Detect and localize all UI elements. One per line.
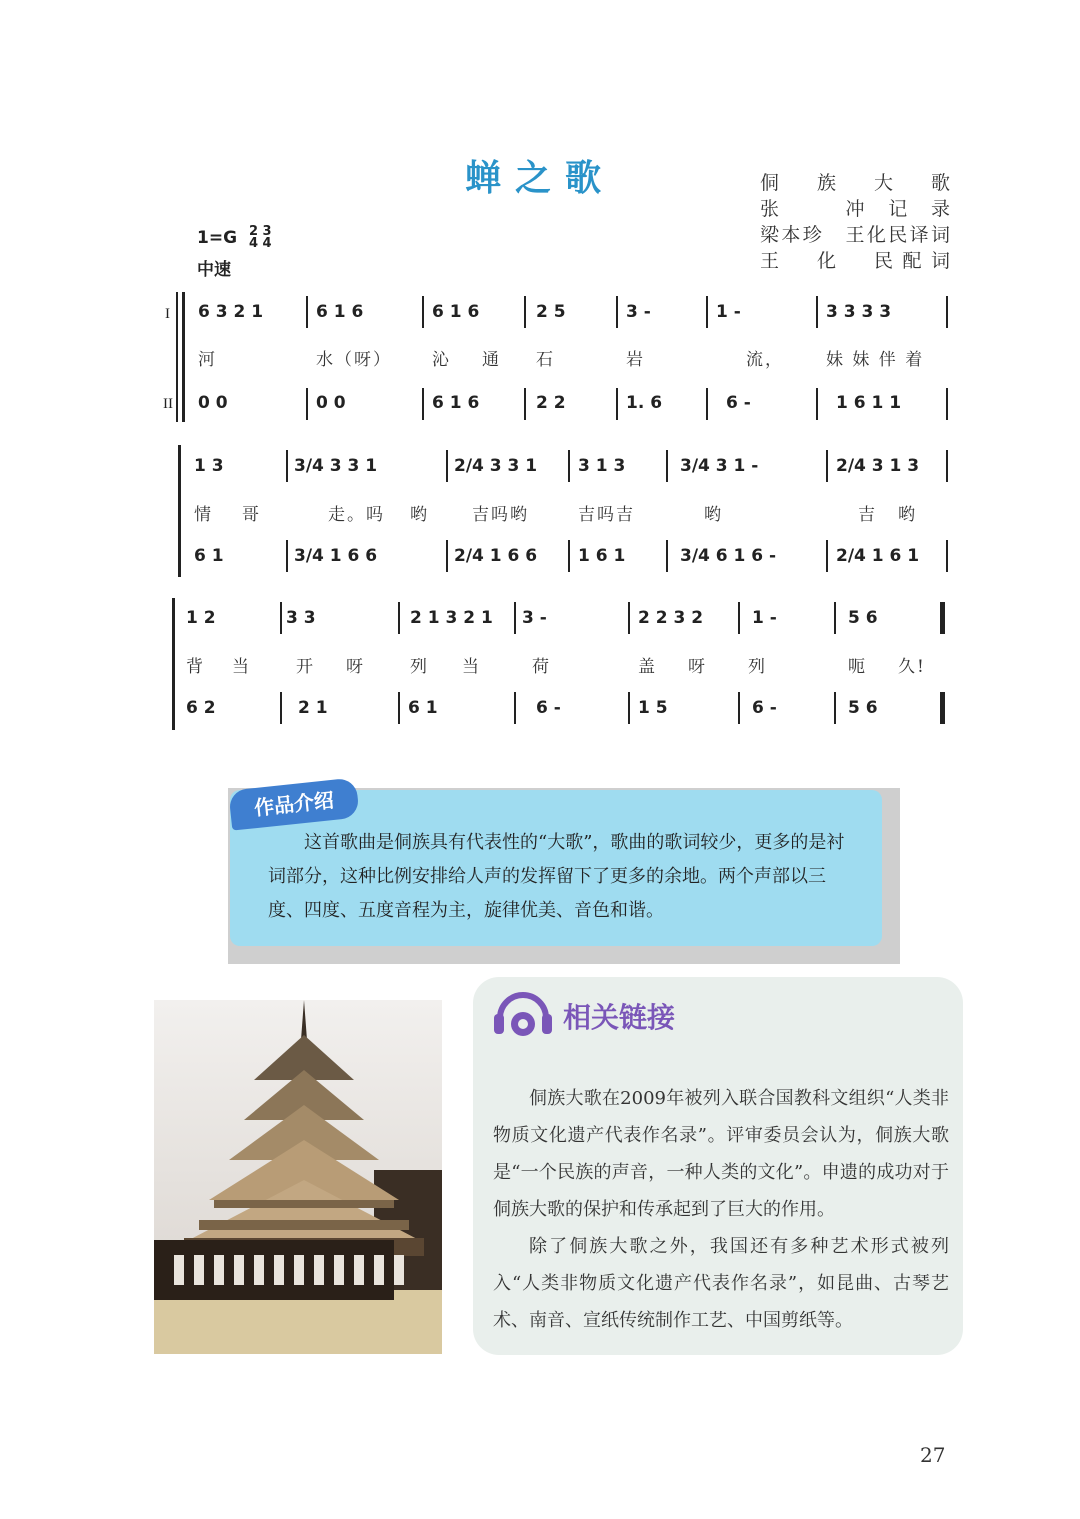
measure: 2/4 1 6 1 bbox=[836, 546, 920, 566]
barline bbox=[306, 296, 308, 328]
barline bbox=[946, 388, 948, 420]
measure: 1 2 bbox=[186, 608, 216, 628]
measure: 2/4 1 6 6 bbox=[454, 546, 538, 566]
barline bbox=[398, 602, 400, 634]
measure: 2 2 bbox=[536, 393, 566, 413]
system-brace bbox=[172, 598, 175, 730]
barline bbox=[826, 540, 828, 572]
barline bbox=[306, 388, 308, 420]
barline bbox=[446, 540, 448, 572]
barline bbox=[946, 296, 948, 328]
final-barline bbox=[940, 602, 945, 634]
lyric: 开 bbox=[296, 657, 315, 677]
credit-line: 王 化 民配词 bbox=[760, 250, 950, 272]
lyric: 岩 bbox=[626, 350, 645, 370]
barline bbox=[286, 450, 288, 482]
measure: 3 1 3 bbox=[578, 456, 626, 476]
lyric: 盖 bbox=[638, 657, 657, 677]
credit-line: 张 冲记录 bbox=[760, 198, 950, 220]
song-credits bbox=[760, 170, 950, 274]
barline bbox=[422, 388, 424, 420]
lyric: 走。吗 bbox=[328, 505, 385, 525]
measure: 6 3 2 1 bbox=[198, 302, 264, 322]
measure: 1 6 1 bbox=[578, 546, 626, 566]
barline bbox=[628, 602, 630, 634]
time-numerators: 2 3 bbox=[248, 224, 272, 239]
measure: 3 - bbox=[626, 302, 651, 322]
page-number: 27 bbox=[920, 1443, 946, 1467]
lyric: 哥 bbox=[242, 505, 261, 525]
lyric: 水（呀） bbox=[316, 350, 392, 370]
measure: 1 6 1 1 bbox=[836, 393, 902, 413]
barline bbox=[280, 692, 282, 724]
final-barline bbox=[940, 692, 945, 724]
barline bbox=[568, 450, 570, 482]
measure: 6 - bbox=[536, 698, 561, 718]
lyric: 吉吗哟 bbox=[472, 505, 529, 525]
measure: 3 - bbox=[522, 608, 547, 628]
measure: 3 3 3 3 bbox=[826, 302, 892, 322]
system-brace bbox=[182, 292, 185, 422]
measure: 1 - bbox=[716, 302, 741, 322]
measure: 6 1 6 bbox=[432, 302, 480, 322]
lyric: 情 bbox=[194, 505, 213, 525]
barline bbox=[524, 388, 526, 420]
related-paragraph: 侗族大歌在2009年被列入联合国教科文组织“人类非物质文化遗产代表作名录”。评审委员会认为，侗族大歌是“一个民族的声音，一种人类的文化”。申遗的成功对于侗族大歌的保护和传承起到了巨大的作用。 bbox=[493, 1088, 949, 1220]
lyric: 哟 bbox=[898, 505, 917, 525]
lyric: 哟 bbox=[410, 505, 429, 525]
lyric: 石 bbox=[536, 350, 555, 370]
barline bbox=[816, 388, 818, 420]
lyric: 呀 bbox=[688, 657, 707, 677]
measure: 3 3 bbox=[286, 608, 316, 628]
measure: 3/4 6 1 6 - bbox=[680, 546, 777, 566]
measure: 6 1 bbox=[408, 698, 438, 718]
headphone-music-icon bbox=[490, 990, 556, 1050]
lyric: 流， bbox=[746, 350, 784, 370]
measure: 2 1 3 2 1 bbox=[410, 608, 493, 628]
measure: 5 6 bbox=[848, 608, 878, 628]
lyric: 通 bbox=[482, 350, 501, 370]
barline bbox=[422, 296, 424, 328]
lyric: 哟 bbox=[704, 505, 723, 525]
lyric: 当 bbox=[462, 657, 481, 677]
measure: 1 5 bbox=[638, 698, 668, 718]
measure: 6 - bbox=[752, 698, 777, 718]
measure: 2/4 3 3 1 bbox=[454, 456, 538, 476]
song-title: 蝉之歌 bbox=[464, 158, 615, 199]
lyric: 列 bbox=[410, 657, 429, 677]
barline bbox=[706, 296, 708, 328]
barline bbox=[826, 450, 828, 482]
measure: 3/4 3 3 1 bbox=[294, 456, 378, 476]
measure: 1. 6 bbox=[626, 393, 663, 413]
measure: 6 2 bbox=[186, 698, 216, 718]
barline bbox=[446, 450, 448, 482]
barline bbox=[834, 692, 836, 724]
intro-tag: 作品介绍 bbox=[228, 777, 359, 830]
barline bbox=[616, 296, 618, 328]
measure: 1 - bbox=[752, 608, 777, 628]
barline bbox=[398, 692, 400, 724]
barline bbox=[666, 450, 668, 482]
measure: 6 1 bbox=[194, 546, 224, 566]
credit-line: 侗族大歌 bbox=[760, 172, 950, 194]
system-brace bbox=[178, 445, 181, 577]
intro-text: 这首歌曲是侗族具有代表性的“大歌”，歌曲的歌词较少，更多的是衬词部分，这种比例安排给人声的发挥留下了更多的余地。两个声部以三度、四度、五度音程为主，旋律优美、音色和谐。 bbox=[268, 832, 845, 921]
barline bbox=[738, 692, 740, 724]
lyric: 背 bbox=[186, 657, 205, 677]
lyric: 妹 妹 伴 着 bbox=[826, 350, 925, 370]
key-text: 1=G bbox=[197, 228, 238, 248]
related-links-title: 相关链接 bbox=[563, 1001, 676, 1034]
barline bbox=[816, 296, 818, 328]
measure: 2 5 bbox=[536, 302, 566, 322]
measure: 3/4 3 1 - bbox=[680, 456, 759, 476]
lyric: 列 bbox=[748, 657, 767, 677]
measure: 6 1 6 bbox=[432, 393, 480, 413]
measure: 6 - bbox=[726, 393, 751, 413]
related-links-text bbox=[493, 1080, 949, 1339]
barline bbox=[568, 540, 570, 572]
barline bbox=[738, 602, 740, 634]
drum-tower-photo bbox=[154, 1000, 442, 1354]
lyric: 沁 bbox=[432, 350, 451, 370]
barline bbox=[616, 388, 618, 420]
lyric: 呃 bbox=[848, 657, 867, 677]
measure: 1 3 bbox=[194, 456, 224, 476]
credit-line: 梁本珍 王化民译词 bbox=[760, 224, 950, 246]
measure: 6 1 6 bbox=[316, 302, 364, 322]
barline bbox=[514, 602, 516, 634]
measure: 0 0 bbox=[198, 393, 228, 413]
barline bbox=[514, 692, 516, 724]
barline bbox=[524, 296, 526, 328]
measure: 2/4 3 1 3 bbox=[836, 456, 920, 476]
lyric: 河 bbox=[198, 350, 217, 370]
measure: 2 1 bbox=[298, 698, 328, 718]
lyric: 呀 bbox=[346, 657, 365, 677]
time-denominators: 4 4 bbox=[248, 236, 272, 251]
barline bbox=[946, 450, 948, 482]
lyric: 当 bbox=[232, 657, 251, 677]
time-signature bbox=[249, 226, 272, 250]
barline bbox=[666, 540, 668, 572]
barline bbox=[834, 602, 836, 634]
system-bracket bbox=[176, 292, 178, 422]
lyric: 久! bbox=[898, 657, 926, 677]
lyric: 吉 bbox=[858, 505, 877, 525]
lyric: 荷 bbox=[532, 657, 551, 677]
barline bbox=[280, 602, 282, 634]
barline bbox=[946, 540, 948, 572]
tempo-marking: 中速 bbox=[197, 260, 231, 280]
key-signature bbox=[197, 226, 272, 250]
related-paragraph: 除了侗族大歌之外，我国还有多种艺术形式被列入“人类非物质文化遗产代表作名录”，如昆曲、古琴艺术、南音、宣纸传统制作工艺、中国剪纸等。 bbox=[493, 1236, 949, 1331]
measure: 2 2 3 2 bbox=[638, 608, 704, 628]
barline bbox=[706, 388, 708, 420]
measure: 0 0 bbox=[316, 393, 346, 413]
measure: 5 6 bbox=[848, 698, 878, 718]
lyric: 吉吗吉 bbox=[578, 505, 635, 525]
part-label-1: I bbox=[165, 306, 170, 322]
measure: 3/4 1 6 6 bbox=[294, 546, 378, 566]
barline bbox=[286, 540, 288, 572]
barline bbox=[628, 692, 630, 724]
part-label-2: II bbox=[163, 396, 173, 412]
